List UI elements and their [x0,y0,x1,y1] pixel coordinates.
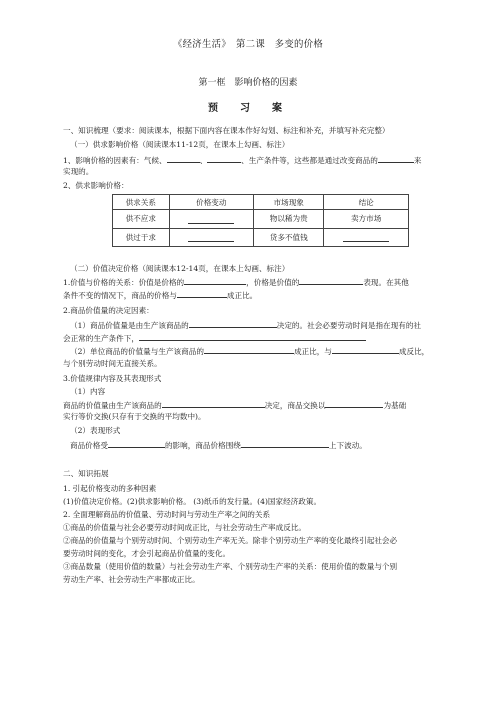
price-change-cell [169,228,254,247]
fill-blank[interactable] [325,400,383,408]
q1-heading: 1. 引起价格变动的多种因素 [63,484,157,493]
part2-heading: 二、知识拓展 [63,469,109,478]
p1-continued [63,290,257,301]
column-header: 结论 [324,195,409,210]
p1-cont-b: 成正比。 [226,291,258,300]
item1-text-a: 1、影响价格的因素有：气候、 [63,156,167,165]
p2b-text-b: 成正比，与 [293,347,332,356]
p2a-line [70,320,421,331]
p2b-text-c: 成反比， [398,347,430,356]
p3b-label: （2）表现形式 [70,426,121,435]
p2b-line [70,346,429,357]
fill-blank[interactable] [378,155,414,163]
column-header: 市场现象 [254,195,324,210]
conclusion-cell [324,228,409,247]
q1-detail: (1)价值决定价格。(2)供求影响价格。 (3)纸币的发行量。(4)国家经济政策。 [63,497,322,506]
fill-blank[interactable] [332,346,399,354]
p2b-continued: 与个别劳动时间无直接关系。 [63,359,162,368]
p3a-text-a: 商品的价值量由生产该商品的 [63,401,162,410]
page-title: 《经济生活》 第二课 多变的价格 [172,39,324,50]
page-subtitle: 第一框 影响价格的因素 [198,78,298,88]
q2-point-3: ③商品数量（使用价值的数量）与社会劳动生产率、个别劳动生产率的关系：使用价值的数量与个别 [63,562,398,571]
q2-point-2: ②商品的价值量与个别劳动时间、个别劳动生产率无关。除非个别劳动生产率的变化最终引起社会必 [63,536,398,545]
p2-label: 2.商品价值量的决定因素： [63,306,154,315]
supply-demand-table [112,194,409,247]
p2a-cont-text: 会正常的生产条件下， [63,334,139,343]
fill-blank[interactable] [184,277,246,285]
p3b-line [70,440,367,451]
item1-line [63,155,421,166]
phenomenon-cell: 货多不值钱 [254,228,324,247]
relation-cell: 供过于求 [113,228,170,247]
item2-label: 2、供求影响价格： [63,181,129,190]
table-row [113,228,409,247]
section-heading: 预 习 案 [208,103,288,114]
fill-blank[interactable] [241,440,329,448]
fill-blank[interactable] [299,277,363,285]
p1-text-b: ，价格是价值的 [246,278,300,287]
item1-separator: 、 [199,156,208,165]
conclusion-cell: 卖方市场 [324,210,409,229]
fill-blank[interactable] [162,400,265,408]
column-header: 价格变动 [169,195,254,210]
item1-text-c: 来 [413,156,422,165]
fill-blank[interactable] [207,155,241,163]
p3a-text-b: 决定，商品交换以 [264,401,326,410]
q2-heading: 2. 全面理解商品的价值量、劳动时间与劳动生产率之间的关系 [63,510,271,519]
p2a-text-a: （1）商品价值量是由生产该商品的 [70,321,189,330]
part1-heading: 一、知识梳理（要求：阅读课本，根据下面内容在课本作好勾划、标注和补充，并填写补充完整） [63,126,390,135]
p3b-text-b: 的影响，商品价格围绕 [164,441,241,450]
fill-blank[interactable] [177,290,227,298]
p2a-text-b: 决定的。社会必要劳动时间是指在现有的社 [276,321,422,330]
fill-blank[interactable] [204,346,294,354]
table-header-row [113,195,409,210]
p1-cont-a: 条件不变的情况下，商品的价格与 [63,291,177,300]
p1-text-c: 表现。在其他 [363,278,409,287]
p3a-label: （1）内容 [70,387,106,396]
p2a-continued [63,333,366,344]
p1-text-a: 1.价值与价格的关系：价值是价格的 [63,278,185,287]
p3a-line [63,400,406,411]
q2-point-2-continued: 要劳动时间的变化，才会引起商品价值量的变化。 [63,549,231,558]
fill-blank[interactable] [188,215,234,224]
fill-blank[interactable] [167,155,200,163]
q2-point-3-continued: 劳动生产率、社会劳动生产率都成正比。 [63,575,200,584]
fill-blank[interactable] [188,233,234,242]
p3-label: 3.价值规律内容及其表现形式 [63,374,162,383]
fill-blank[interactable] [189,320,277,328]
phenomenon-cell: 物以稀为贵 [254,210,324,229]
subsection-value-price: （二）价值决定价格（阅读课本12-14页，在课本上勾画、标注） [70,264,290,273]
p3b-text-a: 商品价格受 [70,441,108,450]
p1-line [63,277,409,288]
subsection-supply-demand: （一）供求影响价格（阅读课本11-12页，在课本上勾画、标注） [70,140,290,149]
p3b-text-c: 上下波动。 [328,441,367,450]
fill-blank[interactable] [108,440,165,448]
fill-blank[interactable] [343,233,389,242]
table-row [113,210,409,229]
p3a-text-c: 为基础 [383,401,407,410]
relation-cell: 供不应求 [113,210,170,229]
item1-continued: 实现的。 [63,167,94,176]
price-change-cell [169,210,254,229]
item1-text-b: 、生产条件等，这些都是通过改变商品的 [241,156,378,165]
q2-point-1: ①商品的价值量与社会必要劳动时间成正比，与社会劳动生产率成反比。 [63,523,306,532]
fill-blank[interactable] [139,333,366,341]
column-header: 供求关系 [113,195,170,210]
p2b-text-a: （2）单位商品的价值量与生产该商品的 [70,347,204,356]
p3a-continued: 实行等价交换(只存有于交换的平均数中)。 [63,412,206,421]
